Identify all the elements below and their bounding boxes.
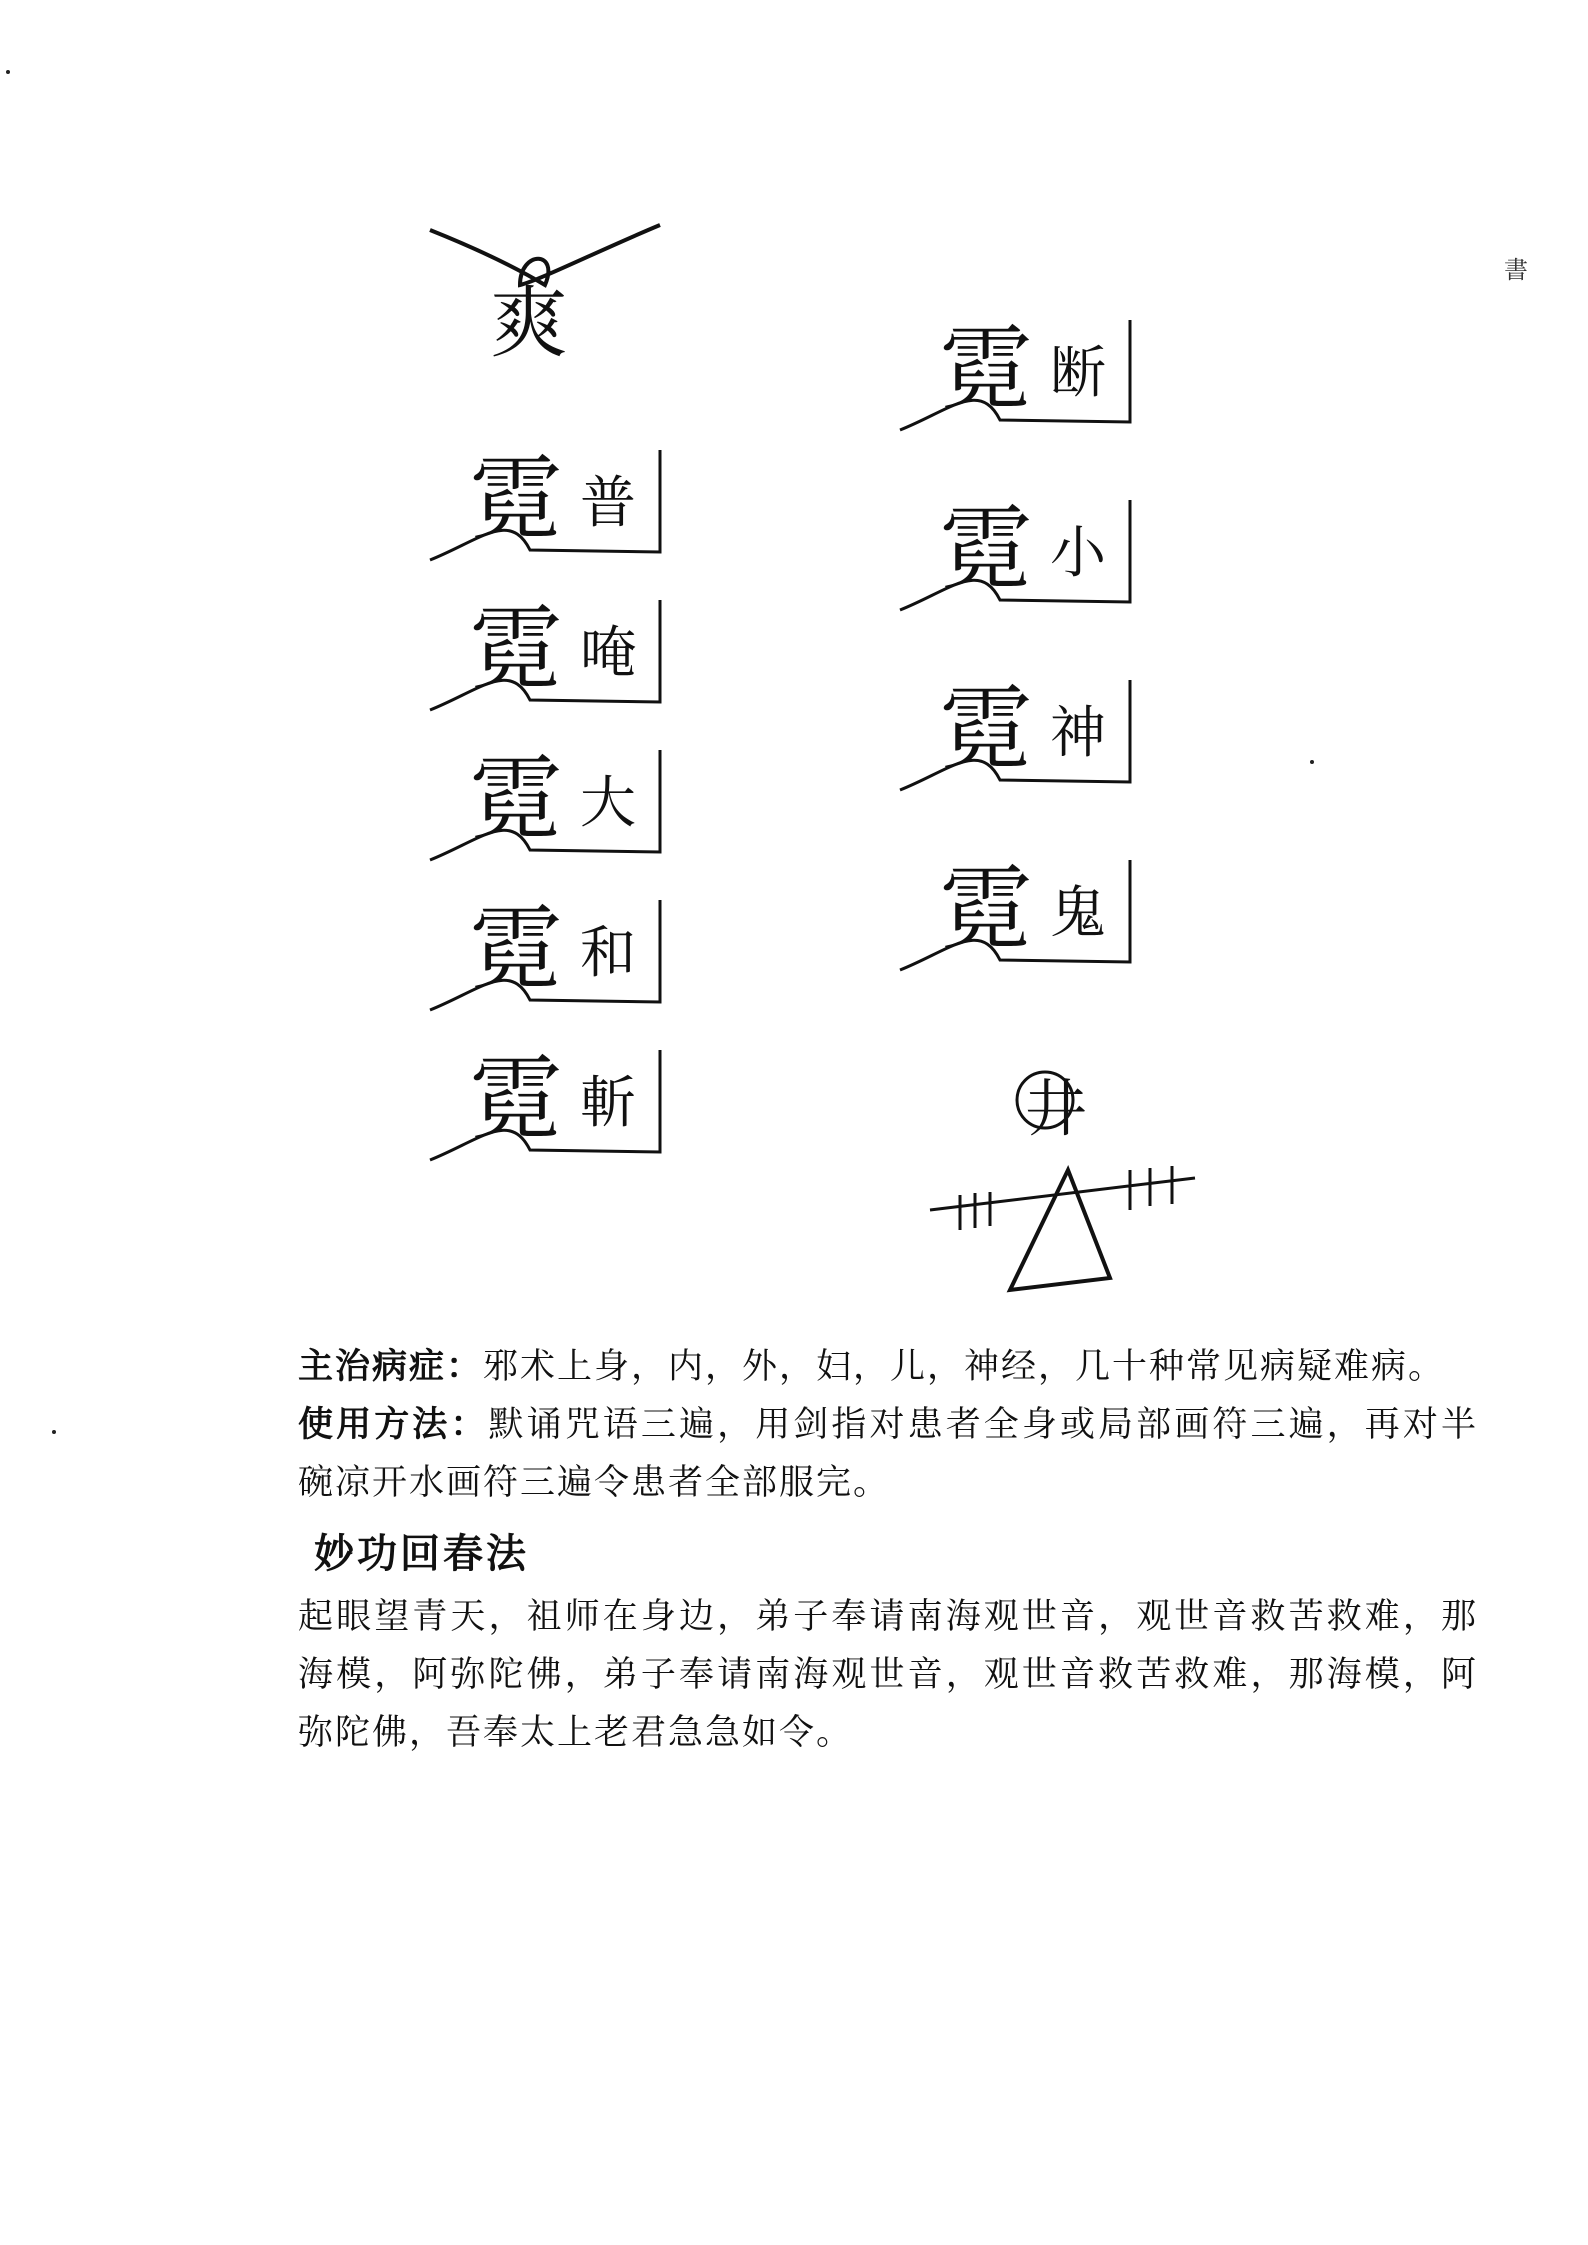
usage-body: 默诵咒语三遍，用剑指对患者全身或局部画符三遍，再对半碗凉开水画符三遍令患者全部服完。 xyxy=(298,1405,1478,1503)
talisman-repeated-glyph: 霓 xyxy=(940,855,1033,962)
usage-paragraph xyxy=(298,1396,1478,1512)
talisman-repeated-glyph: 霓 xyxy=(940,315,1033,422)
talisman-character: 神 xyxy=(1050,701,1106,766)
talisman-header-glyph: 爽 xyxy=(490,279,569,369)
talisman-character: 唵 xyxy=(580,621,636,686)
talisman-character: 和 xyxy=(580,921,636,986)
scan-speck xyxy=(52,1430,56,1434)
scan-speck xyxy=(6,70,10,74)
left-talisman-column xyxy=(430,445,660,1160)
talisman-character: 鬼 xyxy=(1050,881,1106,946)
incantation-paragraph: 起眼望青天，祖师在身边，弟子奉请南海观世音，观世音救苦救难，那海模，阿弥陀佛，弟子奉请南海观世音，观世音救苦救难，那海模，阿弥陀佛，吾奉太上老君急急如令。 xyxy=(298,1597,1478,1753)
talisman-character: 小 xyxy=(1050,521,1106,586)
body-text xyxy=(298,1338,1478,1762)
talisman-repeated-glyph: 霓 xyxy=(470,895,563,1002)
usage-label: 使用方法： xyxy=(298,1404,489,1445)
treatment-paragraph xyxy=(298,1338,1478,1396)
talisman-character: 大 xyxy=(580,771,636,836)
treatment-body: 邪术上身，内，外，妇，儿，神经，几十种常见病疑难病。 xyxy=(483,1347,1446,1387)
talisman-top-swirl xyxy=(430,225,660,285)
section-title: 妙功回春法 xyxy=(314,1530,529,1577)
talisman-repeated-glyph: 霓 xyxy=(470,595,563,702)
talisman-repeated-glyph: 霓 xyxy=(470,1045,563,1152)
right-talisman-column xyxy=(900,315,1130,970)
talisman-seal-glyph: 井 xyxy=(1025,1072,1088,1145)
talisman-character: 斬 xyxy=(580,1071,636,1136)
talisman-crossbar xyxy=(930,1166,1195,1230)
talisman-character: 断 xyxy=(1050,341,1106,406)
talisman-triangle xyxy=(1010,1170,1110,1290)
margin-note: 書 xyxy=(1504,256,1528,284)
scan-speck xyxy=(1310,760,1314,764)
talisman-repeated-glyph: 霓 xyxy=(470,745,563,852)
talisman-character: 普 xyxy=(580,471,636,536)
talisman-repeated-glyph: 霓 xyxy=(470,445,563,552)
treatment-label: 主治病症： xyxy=(298,1346,484,1387)
talisman-repeated-glyph: 霓 xyxy=(940,495,1033,602)
talisman-repeated-glyph: 霓 xyxy=(940,675,1033,782)
